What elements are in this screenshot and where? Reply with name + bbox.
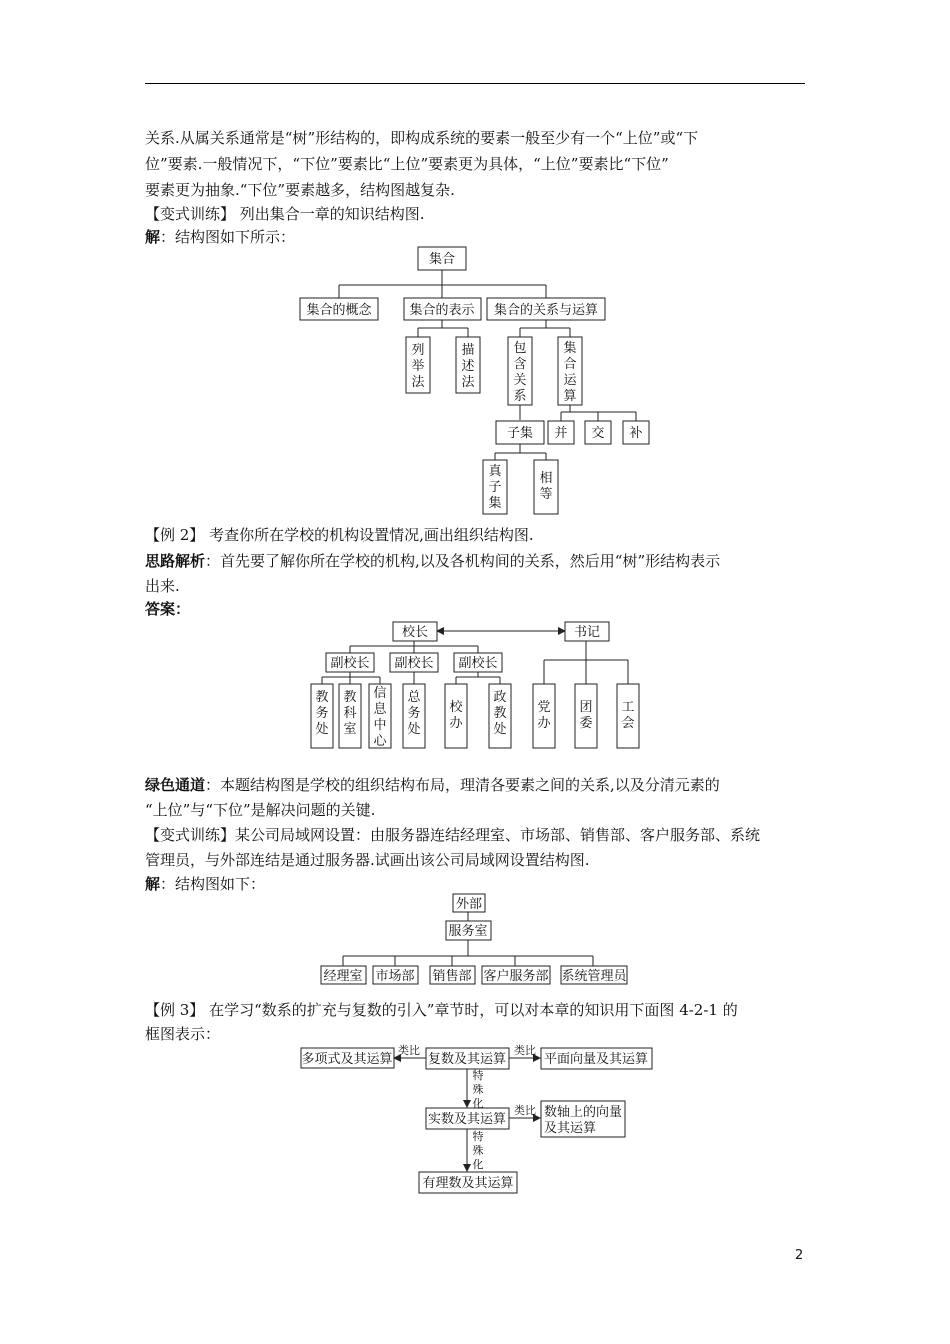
node-label: 平面向量及其运算 — [543, 1052, 649, 1067]
variant-text: 列出集合一章的知识结构图. — [235, 205, 425, 223]
node-label: 子集 — [506, 426, 534, 441]
node-rational — [419, 1172, 517, 1193]
node-label: 校办 — [449, 700, 463, 731]
green-channel-label: 绿色通道 — [145, 776, 206, 794]
paragraph-line: 位”要素.一般情况下，“下位”要素比“上位”要素更为具体，“上位”要素比“下位” — [145, 155, 669, 173]
page-number: 2 — [795, 1248, 804, 1263]
node-label: 集合的表示 — [409, 303, 475, 318]
node-label: 外部 — [455, 897, 483, 912]
example-text: 在学习“数系的扩充与复数的引入”章节时，可以对本章的知识用下面图 4-2-1 的 — [204, 1001, 738, 1019]
node-polynomial — [301, 1048, 394, 1068]
node-label: 政教处 — [493, 690, 507, 737]
node-label: 有理数及其运算 — [422, 1176, 514, 1191]
node-label: 真子集 — [488, 464, 502, 511]
node-label: 并 — [554, 426, 568, 441]
example-3-line-2: 框图表示： — [145, 1025, 221, 1043]
node-axis-vector — [541, 1101, 625, 1137]
node-label: 列举法 — [411, 343, 425, 390]
node-label: 集合运算 — [563, 341, 577, 404]
analogy-label: 类比 — [514, 1104, 536, 1117]
node-label: 数轴上的向量 — [543, 1105, 623, 1120]
solution-text: ：结构图如下： — [160, 875, 266, 893]
analysis-line-2: 出来. — [145, 577, 180, 595]
solution-text: ：结构图如下所示： — [160, 228, 296, 246]
node-plane-vector — [541, 1048, 652, 1069]
node-label: 相等 — [539, 471, 553, 502]
node-label: 及其运算 — [543, 1121, 597, 1136]
node-label: 团委 — [579, 700, 593, 731]
node-label: 经理室 — [323, 969, 363, 984]
node-label: 总务处 — [407, 690, 421, 737]
node-label: 包含关系 — [513, 341, 527, 404]
node-label: 副校长 — [394, 656, 434, 671]
specialization-label: 特殊化 — [472, 1130, 484, 1171]
node-label: 实数及其运算 — [427, 1112, 507, 1127]
node-label: 交 — [591, 426, 605, 441]
node-label: 复数及其运算 — [427, 1052, 507, 1067]
node-label: 销售部 — [432, 969, 472, 984]
node-label: 客户服务部 — [483, 969, 549, 984]
node-label: 书记 — [573, 625, 601, 640]
node-label: 工会 — [621, 700, 635, 731]
node-label: 服务室 — [448, 924, 488, 939]
solution-label: 解 — [145, 875, 161, 893]
answer-colon: ： — [175, 600, 191, 618]
analogy-label: 类比 — [398, 1044, 420, 1057]
node-label: 市场部 — [375, 969, 415, 984]
solution-label: 解 — [145, 228, 161, 246]
example-label: 【例 3】 — [145, 1001, 205, 1019]
green-channel-line-2: “上位”与“下位”是解决问题的关键. — [145, 801, 376, 819]
node-label: 教科室 — [343, 690, 357, 737]
node-label: 集合的概念 — [306, 303, 372, 318]
node-label: 集合 — [428, 252, 456, 267]
specialization-label: 特殊化 — [472, 1069, 484, 1110]
node-label: 补 — [629, 426, 643, 441]
node-label: 校长 — [401, 625, 429, 640]
node-label: 多项式及其运算 — [301, 1052, 393, 1067]
node-label: 党办 — [537, 700, 551, 731]
node-label: 副校长 — [330, 656, 370, 671]
analysis-text: ：首先要了解你所在学校的机构,以及各机构间的关系，然后用“树”形结构表示 — [205, 552, 721, 570]
answer-label: 答案 — [145, 600, 176, 618]
node-label: 描述法 — [461, 343, 475, 390]
paragraph-line: 关系.从属关系通常是“树”形结构的，即构成系统的要素一般至少有一个“上位”或“下 — [145, 129, 699, 147]
node-label: 副校长 — [458, 656, 498, 671]
paragraph-line: 要素更为抽象.“下位”要素越多，结构图越复杂. — [145, 181, 455, 199]
example-text: 考查你所在学校的机构设置情况,画出组织结构图. — [204, 526, 534, 544]
node-label: 系统管理员 — [561, 969, 627, 984]
node-label: 信息中心 — [373, 686, 387, 749]
variant-training-2-line-2: 管理员，与外部连结是通过服务器.试画出该公司局域网设置结构图. — [145, 851, 590, 869]
analysis-label: 思路解析 — [145, 552, 206, 570]
node-real — [426, 1108, 509, 1129]
variant-text: 某公司局域网设置：由服务器连结经理室、市场部、销售部、客户服务部、系统 — [235, 826, 761, 844]
node-label: 教务处 — [315, 690, 329, 737]
green-channel-text: ：本题结构图是学校的组织结构布局，理清各要素之间的关系,以及分清元素的 — [205, 776, 720, 794]
node-complex — [426, 1048, 509, 1069]
example-label: 【例 2】 — [145, 526, 205, 544]
variant-label: 【变式训练】 — [145, 205, 236, 223]
analogy-label: 类比 — [514, 1044, 536, 1057]
variant-label: 【变式训练】 — [145, 826, 236, 844]
node-label: 集合的关系与运算 — [493, 303, 599, 318]
